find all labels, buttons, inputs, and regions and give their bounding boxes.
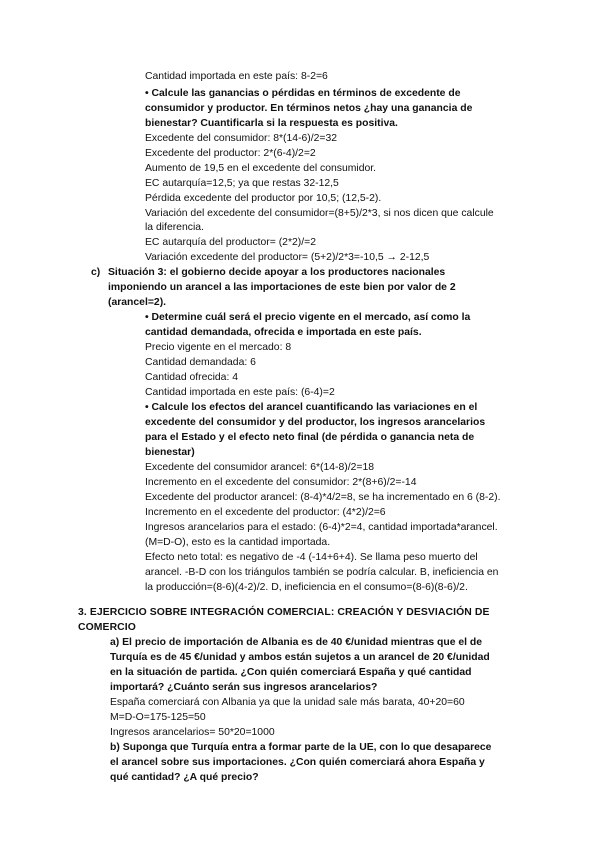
question-effects-line1: • Calcule los efectos del arancel cuantificando las variaciones en el [145,402,478,413]
result-line: Precio vigente en el mercado: 8 [145,342,292,353]
result-line: Cantidad demandada: 6 [145,357,256,368]
answer-line: EC autarquía=12,5; ya que restas 32-12,5 [145,178,339,189]
question-price-line1: • Determine cuál será el precio vigente en el mercado, así como la [145,312,471,323]
answer-a-line: M=D-O=175-125=50 [110,712,206,723]
result-line: Cantidad importada en este país: (6-4)=2 [145,387,335,398]
question-effects-line2: excedente del consumidor y del productor, los ingresos arancelarios [145,417,486,428]
question-b-line2: el arancel sobre sus importaciones. ¿Con quién comerciará ahora España y [110,757,485,768]
question-a-line1: a) El precio de importación de Albania es de 40 €/unidad mientras que el de [110,637,483,648]
effect-line: Excedente del consumidor arancel: 6*(14-8)/2=18 [145,462,375,473]
question-effects-line3: para el Estado y el efecto neto final (de pérdida o ganancia neta de [145,432,475,443]
situation-title-line2: imponiendo un arancel a las importaciones de este bien por valor de 2 [108,282,456,293]
effect-line: Efecto neto total: es negativo de -4 (-14+6+4). Se llama peso muerto del [145,552,478,563]
answer-a-line: Ingresos arancelarios= 50*20=1000 [110,727,275,738]
answer-line: EC autarquía del productor= (2*2)/=2 [145,237,316,248]
answer-line: Variación excedente del productor= (5+2)/2*3=-10,5 → 2-12,5 [145,252,430,263]
answer-line: la diferencia. [145,222,204,233]
effect-line: Excedente del productor arancel: (8-4)*4/2=8, se ha incrementado en 6 (8-2). [145,492,501,503]
question-b-line1: b) Suponga que Turquía entra a formar parte de la UE, con lo que desaparece [110,742,492,753]
question-b-line3: qué cantidad? ¿A qué precio? [110,772,259,783]
situation-title-line1: Situación 3: el gobierno decide apoyar a los productores nacionales [108,267,446,278]
section-heading-line2: COMERCIO [78,622,136,633]
question-a-line2: Turquía es de 45 €/unidad y ambos están sujetos a un arancel de 20 €/unidad [110,652,490,663]
question-a-line4: importará? ¿Cuánto serán sus ingresos arancelarios? [110,682,378,693]
effect-line: Ingresos arancelarios para el estado: (6-4)*2=4, cantidad importada*arancel. [145,522,498,533]
answer-a-line: España comerciará con Albania ya que la unidad sale más barata, 40+20=60 [110,697,465,708]
effect-line: Incremento en el excedente del consumidor: 2*(8+6)/2=-14 [145,477,417,488]
imported-quantity-line: Cantidad importada en este país: 8-2=6 [145,71,328,82]
result-line: Cantidad ofrecida: 4 [145,372,238,383]
question-price-line2: cantidad demandada, ofrecida e importada en este país. [145,327,422,338]
question-a-line3: en la situación de partida. ¿Con quién comerciará España y qué cantidad [110,667,472,678]
situation-title-line3: (arancel=2). [108,297,167,308]
answer-line: Variación del excedente del consumidor=(8+5)/2*3, si nos dicen que calcule [145,208,494,219]
item-label: c) [91,267,101,278]
question-welfare-line1: • Calcule las ganancias o pérdidas en términos de excedente de [145,88,461,99]
question-welfare-line2: consumidor y productor. En términos netos ¿hay una ganancia de [145,103,473,114]
effect-line: la producción=(8-6)(4-2)/2. D, ineficiencia en el consumo=(8-6)(8-6)/2. [145,582,468,593]
effect-line: Incremento en el excedente del productor: (4*2)/2=6 [145,507,386,518]
effect-line: arancel. -B-D con los triángulos también se podría calcular. B, ineficiencia en [145,567,499,578]
answer-line: Excedente del consumidor: 8*(14-6)/2=32 [145,133,338,144]
question-effects-line4: bienestar) [145,447,195,458]
answer-line: Excedente del productor: 2*(6-4)/2=2 [145,148,316,159]
question-welfare-line3: bienestar? Cuantificarla si la respuesta es positiva. [145,118,398,129]
answer-line: Aumento de 19,5 en el excedente del consumidor. [145,163,377,174]
answer-line: Pérdida excedente del productor por 10,5; (12,5-2). [145,193,382,204]
section-heading-line1: 3. EJERCICIO SOBRE INTEGRACIÓN COMERCIAL: CREACIÓN Y DESVIACIÓN DE [78,607,490,618]
effect-line: (M=D-O), esto es la cantidad importada. [145,537,331,548]
